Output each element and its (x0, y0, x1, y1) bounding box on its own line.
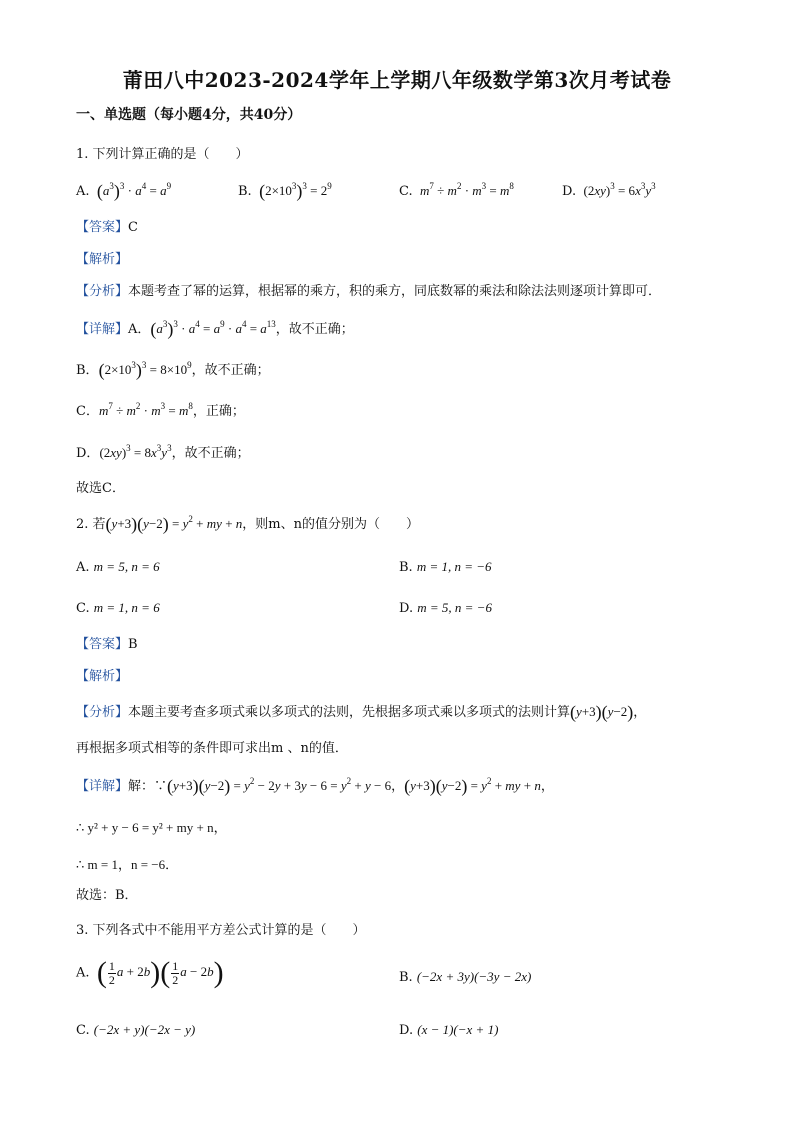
q1-xj-a-expr: $(a^3)^3 \cdot a^4 = a^9 \cdot a^4 = a^{13}$ (150, 319, 276, 339)
q2-fenxi-line2: 再根据多项式相等的条件即可求出m 、n的值． (76, 741, 348, 756)
q1-xiangjie-a: 【详解】A．$(a^3)^3 \cdot a^4 = a^9 \cdot a^4 = a^{13}$，故不正确； (76, 319, 354, 339)
question-3-stem: 3. 下列各式中不能用平方差公式计算的是（ ） (76, 923, 366, 938)
q2-xj-expr: $(y+3)(y-2) = y^2 - 2y + 3y - 6 = y^2 + y - 6$，$(y+3)(y-2) = y^2$ + my + n， (167, 776, 554, 796)
q2-answer: 【答案】B (76, 637, 138, 652)
q3-option-c: C. (−2x + y)(−2x − y) (76, 1022, 196, 1038)
q1-option-c-expr: $m^7 \div m^2 \cdot m^3 = m^8$ (420, 181, 514, 198)
q2-option-d: D. m = 5, n = −6 (399, 600, 492, 616)
q2-option-a: A. m = 5, n = 6 (76, 559, 160, 575)
q3-option-a: A. ( $\frac{1}{2}$ a + 2b)( $\frac{1}{2}$ a − 2b) (76, 956, 224, 990)
q1-xiangjie-d: D．$(2xy)^3 = 8x^3y^3$，故不正确； (76, 443, 250, 461)
question-1-stem: 1. 下列计算正确的是（ ） (76, 147, 249, 162)
q1-fenxi: 【分析】本题考查了幂的运算，根据幂的乘方，积的乘方，同底数幂的乘法和除法法则逐项计算即可． (76, 284, 662, 299)
section-heading: 一、单选题（每小题4分，共40分） (76, 107, 302, 123)
question-2-stem: 2. 若$(y+3)(y-2) = y^2$ + my + n，则m、n的值分别为（ ） (76, 514, 419, 534)
q3-option-a-expr: ( $\frac{1}{2}$ a + 2b)( $\frac{1}{2}$ a − 2b) (96, 956, 224, 990)
q2-xj-line2: ∴ y² + y − 6 = y² + my + n， (76, 820, 227, 835)
q3-option-d: D. (x − 1)(−x + 1) (399, 1022, 499, 1038)
q1-xj-c-expr: $m^7 \div m^2 \cdot m^3 = m^8$ (98, 401, 193, 418)
q1-answer: 【答案】C (76, 220, 138, 235)
q1-option-d-expr: $(2xy)^3 = 6x^3y^3$ (580, 181, 656, 198)
q2-xj-line3: ∴ m = 1，n = −6． (76, 857, 179, 872)
q1-xiangjie-c: C．$m^7 \div m^2 \cdot m^3 = m^8$，正确； (76, 401, 245, 419)
q2-fenxi: 【分析】本题主要考查多项式乘以多项式的法则，先根据多项式乘以多项式的法则计算(y+3)(y−2)， (76, 702, 647, 722)
q2-fenxi-expr: (y+3)(y−2) (570, 702, 634, 722)
q1-option-c: C. $m^7 \div m^2 \cdot m^3 = m^8$ (399, 181, 514, 199)
page-title: 莆田八中2023-2024学年上学期八年级数学第3次月考试卷 (122, 68, 672, 92)
q2-option-c: C. m = 1, n = 6 (76, 600, 160, 616)
q1-analysis-label: 【解析】 (76, 252, 129, 267)
q2-stem-expr: $(y+3)(y-2) = y^2$ + my + n (105, 514, 243, 534)
q1-conclusion: 故选C． (76, 481, 125, 496)
q1-xj-b-expr: $(2\times 10^3)^3 = 8\times 10^9$ (98, 360, 192, 380)
q1-xiangjie-b: B．$(2\times 10^3)^3 = 8\times 10^9$，故不正确； (76, 360, 270, 380)
q2-xiangjie: 【详解】解：∵(y+3)(y−2) = $y^2 - 2y + 3y - 6 = y^2 + y - 6$，$(y+3)(y-2) = y^2$ + my + n， (76, 776, 554, 796)
q2-conclusion: 故选：B． (76, 888, 138, 903)
q1-option-b-expr: $(2\times 10^3)^3 = 2^9$ (259, 181, 332, 201)
q1-xj-d-expr: $(2xy)^3 = 8x^3y^3$ (99, 443, 172, 460)
q1-option-b: B. $(2\times 10^3)^3 = 2^9$ (238, 181, 332, 201)
q1-option-d: D. $(2xy)^3 = 6x^3y^3$ (562, 181, 656, 199)
q1-option-a: A. $(a^3)^3 \cdot a^4 = a^9$ (76, 181, 172, 201)
q2-analysis-label: 【解析】 (76, 669, 129, 684)
q2-option-b: B. m = 1, n = −6 (399, 559, 492, 575)
q3-option-b: B. (−2x + 3y)(−3y − 2x) (399, 969, 532, 985)
q1-option-a-expr: $(a^3)^3 \cdot a^4 = a^9$ (96, 181, 172, 201)
